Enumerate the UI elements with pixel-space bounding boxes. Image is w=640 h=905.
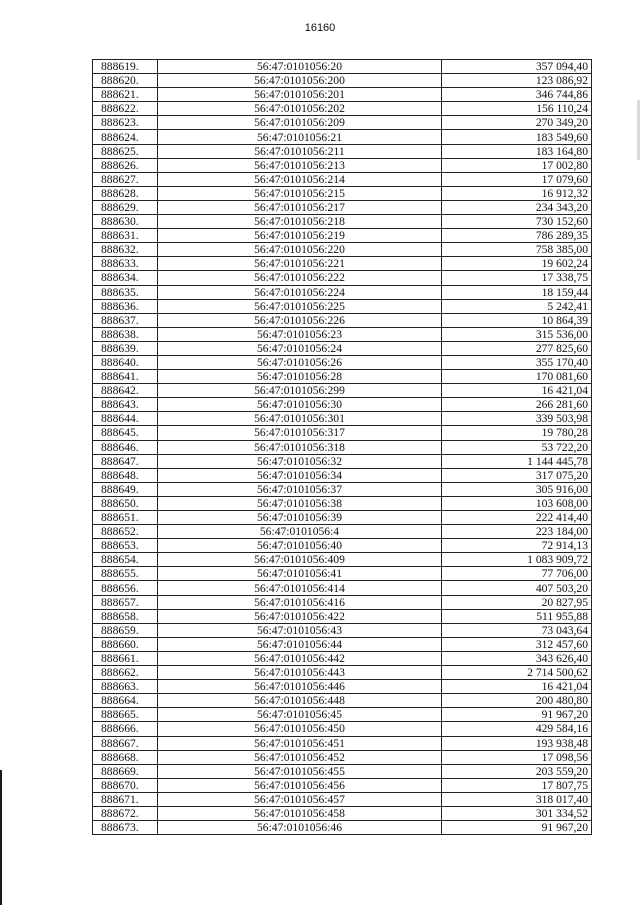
row-number-cell: 888637.: [93, 313, 158, 327]
table-row: [93, 74, 592, 88]
value-cell: 16 421,04: [442, 680, 592, 694]
value-cell: 16 912,32: [442, 186, 592, 200]
cadastral-number-cell: 56:47:0101056:450: [158, 722, 442, 736]
value-cell: 200 480,80: [442, 694, 592, 708]
table-row: [93, 792, 592, 806]
row-number-cell: 888650.: [93, 496, 158, 510]
row-number-cell: 888659.: [93, 623, 158, 637]
cadastral-number-cell: 56:47:0101056:37: [158, 482, 442, 496]
row-number-cell: 888627.: [93, 172, 158, 186]
cadastral-number-cell: 56:47:0101056:299: [158, 384, 442, 398]
cadastral-number-cell: 56:47:0101056:23: [158, 327, 442, 341]
cadastral-number-cell: 56:47:0101056:451: [158, 736, 442, 750]
cadastral-number-cell: 56:47:0101056:219: [158, 229, 442, 243]
cadastral-number-cell: 56:47:0101056:26: [158, 355, 442, 369]
row-number-cell: 888632.: [93, 243, 158, 257]
cadastral-number-cell: 56:47:0101056:442: [158, 651, 442, 665]
value-cell: 5 242,41: [442, 299, 592, 313]
row-number-cell: 888629.: [93, 200, 158, 214]
table-row: [93, 341, 592, 355]
cadastral-number-cell: 56:47:0101056:221: [158, 257, 442, 271]
value-cell: 91 967,20: [442, 821, 592, 835]
table-row: [93, 637, 592, 651]
table-row: [93, 158, 592, 172]
table-row: [93, 581, 592, 595]
value-cell: 183 549,60: [442, 130, 592, 144]
row-number-cell: 888624.: [93, 130, 158, 144]
value-cell: 16 421,04: [442, 384, 592, 398]
table-row: [93, 370, 592, 384]
value-cell: 305 916,00: [442, 482, 592, 496]
row-number-cell: 888640.: [93, 355, 158, 369]
table-row: [93, 243, 592, 257]
value-cell: 223 184,00: [442, 525, 592, 539]
row-number-cell: 888623.: [93, 116, 158, 130]
value-cell: 72 914,13: [442, 539, 592, 553]
table-row: [93, 426, 592, 440]
row-number-cell: 888649.: [93, 482, 158, 496]
table-row: [93, 88, 592, 102]
cadastral-number-cell: 56:47:0101056:201: [158, 88, 442, 102]
value-cell: 17 079,60: [442, 172, 592, 186]
value-cell: 20 827,95: [442, 595, 592, 609]
table-row: [93, 144, 592, 158]
cadastral-number-cell: 56:47:0101056:458: [158, 806, 442, 820]
value-cell: 407 503,20: [442, 581, 592, 595]
cadastral-number-cell: 56:47:0101056:452: [158, 750, 442, 764]
table-row: [93, 736, 592, 750]
row-number-cell: 888622.: [93, 102, 158, 116]
table-row: [93, 313, 592, 327]
table-row: [93, 651, 592, 665]
value-cell: 123 086,92: [442, 74, 592, 88]
table-row: [93, 355, 592, 369]
cadastral-number-cell: 56:47:0101056:20: [158, 60, 442, 74]
row-number-cell: 888670.: [93, 778, 158, 792]
value-cell: 53 722,20: [442, 440, 592, 454]
row-number-cell: 888633.: [93, 257, 158, 271]
cadastral-number-cell: 56:47:0101056:30: [158, 398, 442, 412]
value-cell: 18 159,44: [442, 285, 592, 299]
table-row: [93, 567, 592, 581]
cadastral-number-cell: 56:47:0101056:226: [158, 313, 442, 327]
row-number-cell: 888672.: [93, 806, 158, 820]
table-row: [93, 496, 592, 510]
row-number-cell: 888647.: [93, 454, 158, 468]
row-number-cell: 888661.: [93, 651, 158, 665]
table-row: [93, 623, 592, 637]
table-row: [93, 553, 592, 567]
value-cell: 170 081,60: [442, 370, 592, 384]
value-cell: 17 002,80: [442, 158, 592, 172]
cadastral-number-cell: 56:47:0101056:318: [158, 440, 442, 454]
cadastral-number-cell: 56:47:0101056:40: [158, 539, 442, 553]
row-number-cell: 888638.: [93, 327, 158, 341]
row-number-cell: 888643.: [93, 398, 158, 412]
cadastral-number-cell: 56:47:0101056:32: [158, 454, 442, 468]
value-cell: 234 343,20: [442, 200, 592, 214]
table-row: [93, 271, 592, 285]
row-number-cell: 888658.: [93, 609, 158, 623]
table-row: [93, 764, 592, 778]
value-cell: 91 967,20: [442, 708, 592, 722]
row-number-cell: 888651.: [93, 511, 158, 525]
row-number-cell: 888636.: [93, 299, 158, 313]
table-row: [93, 680, 592, 694]
row-number-cell: 888653.: [93, 539, 158, 553]
cadastral-number-cell: 56:47:0101056:301: [158, 412, 442, 426]
table-row: [93, 116, 592, 130]
table-row: [93, 609, 592, 623]
cadastral-number-cell: 56:47:0101056:457: [158, 792, 442, 806]
value-cell: 355 170,40: [442, 355, 592, 369]
table-row: [93, 186, 592, 200]
table-row: [93, 525, 592, 539]
table-row: [93, 285, 592, 299]
cadastral-number-cell: 56:47:0101056:456: [158, 778, 442, 792]
cadastral-number-cell: 56:47:0101056:46: [158, 821, 442, 835]
value-cell: 786 289,35: [442, 229, 592, 243]
table-row: [93, 722, 592, 736]
value-cell: 301 334,52: [442, 806, 592, 820]
table-row: [93, 778, 592, 792]
table-row: [93, 708, 592, 722]
row-number-cell: 888660.: [93, 637, 158, 651]
row-number-cell: 888668.: [93, 750, 158, 764]
row-number-cell: 888642.: [93, 384, 158, 398]
table-row: [93, 454, 592, 468]
value-cell: 103 608,00: [442, 496, 592, 510]
value-cell: 183 164,80: [442, 144, 592, 158]
row-number-cell: 888648.: [93, 468, 158, 482]
row-number-cell: 888656.: [93, 581, 158, 595]
cadastral-number-cell: 56:47:0101056:416: [158, 595, 442, 609]
table-body: [93, 60, 592, 835]
cadastral-number-cell: 56:47:0101056:21: [158, 130, 442, 144]
row-number-cell: 888626.: [93, 158, 158, 172]
table-row: [93, 257, 592, 271]
row-number-cell: 888671.: [93, 792, 158, 806]
value-cell: 73 043,64: [442, 623, 592, 637]
row-number-cell: 888655.: [93, 567, 158, 581]
table-row: [93, 750, 592, 764]
cadastral-number-cell: 56:47:0101056:215: [158, 186, 442, 200]
value-cell: 343 626,40: [442, 651, 592, 665]
cadastral-number-cell: 56:47:0101056:217: [158, 200, 442, 214]
row-number-cell: 888666.: [93, 722, 158, 736]
cadastral-number-cell: 56:47:0101056:455: [158, 764, 442, 778]
table-row: [93, 60, 592, 74]
row-number-cell: 888665.: [93, 708, 158, 722]
cadastral-value-table: [92, 59, 592, 835]
table-row: [93, 511, 592, 525]
row-number-cell: 888625.: [93, 144, 158, 158]
value-cell: 193 938,48: [442, 736, 592, 750]
row-number-cell: 888621.: [93, 88, 158, 102]
value-cell: 357 094,40: [442, 60, 592, 74]
row-number-cell: 888631.: [93, 229, 158, 243]
scan-edge-left: [0, 770, 2, 905]
cadastral-number-cell: 56:47:0101056:41: [158, 567, 442, 581]
table-row: [93, 398, 592, 412]
cadastral-number-cell: 56:47:0101056:218: [158, 215, 442, 229]
row-number-cell: 888645.: [93, 426, 158, 440]
row-number-cell: 888673.: [93, 821, 158, 835]
value-cell: 17 098,56: [442, 750, 592, 764]
value-cell: 1 144 445,78: [442, 454, 592, 468]
row-number-cell: 888644.: [93, 412, 158, 426]
cadastral-number-cell: 56:47:0101056:213: [158, 158, 442, 172]
value-cell: 266 281,60: [442, 398, 592, 412]
value-cell: 511 955,88: [442, 609, 592, 623]
table-row: [93, 440, 592, 454]
row-number-cell: 888657.: [93, 595, 158, 609]
cadastral-number-cell: 56:47:0101056:220: [158, 243, 442, 257]
cadastral-number-cell: 56:47:0101056:443: [158, 666, 442, 680]
value-cell: 222 414,40: [442, 511, 592, 525]
cadastral-number-cell: 56:47:0101056:200: [158, 74, 442, 88]
row-number-cell: 888619.: [93, 60, 158, 74]
cadastral-number-cell: 56:47:0101056:38: [158, 496, 442, 510]
table-row: [93, 327, 592, 341]
value-cell: 346 744,86: [442, 88, 592, 102]
value-cell: 318 017,40: [442, 792, 592, 806]
table-row: [93, 821, 592, 835]
table-row: [93, 412, 592, 426]
row-number-cell: 888630.: [93, 215, 158, 229]
cadastral-number-cell: 56:47:0101056:202: [158, 102, 442, 116]
table-row: [93, 539, 592, 553]
cadastral-number-cell: 56:47:0101056:448: [158, 694, 442, 708]
cadastral-number-cell: 56:47:0101056:211: [158, 144, 442, 158]
row-number-cell: 888654.: [93, 553, 158, 567]
value-cell: 277 825,60: [442, 341, 592, 355]
value-cell: 77 706,00: [442, 567, 592, 581]
cadastral-number-cell: 56:47:0101056:214: [158, 172, 442, 186]
cadastral-number-cell: 56:47:0101056:414: [158, 581, 442, 595]
table-row: [93, 200, 592, 214]
row-number-cell: 888663.: [93, 680, 158, 694]
value-cell: 312 457,60: [442, 637, 592, 651]
table-row: [93, 299, 592, 313]
row-number-cell: 888662.: [93, 666, 158, 680]
table-row: [93, 595, 592, 609]
table-row: [93, 666, 592, 680]
cadastral-number-cell: 56:47:0101056:209: [158, 116, 442, 130]
value-cell: 10 864,39: [442, 313, 592, 327]
cadastral-number-cell: 56:47:0101056:34: [158, 468, 442, 482]
value-cell: 339 503,98: [442, 412, 592, 426]
row-number-cell: 888667.: [93, 736, 158, 750]
value-cell: 758 385,00: [442, 243, 592, 257]
row-number-cell: 888635.: [93, 285, 158, 299]
cadastral-number-cell: 56:47:0101056:409: [158, 553, 442, 567]
table-row: [93, 806, 592, 820]
cadastral-number-cell: 56:47:0101056:24: [158, 341, 442, 355]
table-row: [93, 130, 592, 144]
value-cell: 2 714 500,62: [442, 666, 592, 680]
value-cell: 17 807,75: [442, 778, 592, 792]
row-number-cell: 888639.: [93, 341, 158, 355]
value-cell: 19 602,24: [442, 257, 592, 271]
cadastral-number-cell: 56:47:0101056:422: [158, 609, 442, 623]
cadastral-number-cell: 56:47:0101056:28: [158, 370, 442, 384]
cadastral-number-cell: 56:47:0101056:446: [158, 680, 442, 694]
cadastral-number-cell: 56:47:0101056:43: [158, 623, 442, 637]
value-cell: 19 780,28: [442, 426, 592, 440]
table-row: [93, 482, 592, 496]
value-cell: 315 536,00: [442, 327, 592, 341]
cadastral-number-cell: 56:47:0101056:317: [158, 426, 442, 440]
row-number-cell: 888664.: [93, 694, 158, 708]
value-cell: 156 110,24: [442, 102, 592, 116]
cadastral-number-cell: 56:47:0101056:4: [158, 525, 442, 539]
value-cell: 1 083 909,72: [442, 553, 592, 567]
cadastral-number-cell: 56:47:0101056:225: [158, 299, 442, 313]
row-number-cell: 888646.: [93, 440, 158, 454]
table-row: [93, 229, 592, 243]
cadastral-number-cell: 56:47:0101056:44: [158, 637, 442, 651]
table-row: [93, 172, 592, 186]
page-number: 16160: [304, 22, 336, 34]
row-number-cell: 888634.: [93, 271, 158, 285]
row-number-cell: 888641.: [93, 370, 158, 384]
row-number-cell: 888620.: [93, 74, 158, 88]
cadastral-number-cell: 56:47:0101056:224: [158, 285, 442, 299]
table-row: [93, 384, 592, 398]
row-number-cell: 888628.: [93, 186, 158, 200]
value-cell: 730 152,60: [442, 215, 592, 229]
table-row: [93, 215, 592, 229]
cadastral-number-cell: 56:47:0101056:45: [158, 708, 442, 722]
table-row: [93, 694, 592, 708]
cadastral-number-cell: 56:47:0101056:222: [158, 271, 442, 285]
cadastral-number-cell: 56:47:0101056:39: [158, 511, 442, 525]
value-cell: 270 349,20: [442, 116, 592, 130]
value-cell: 17 338,75: [442, 271, 592, 285]
table-row: [93, 468, 592, 482]
value-cell: 203 559,20: [442, 764, 592, 778]
value-cell: 317 075,20: [442, 468, 592, 482]
table-row: [93, 102, 592, 116]
value-cell: 429 584,16: [442, 722, 592, 736]
row-number-cell: 888669.: [93, 764, 158, 778]
row-number-cell: 888652.: [93, 525, 158, 539]
